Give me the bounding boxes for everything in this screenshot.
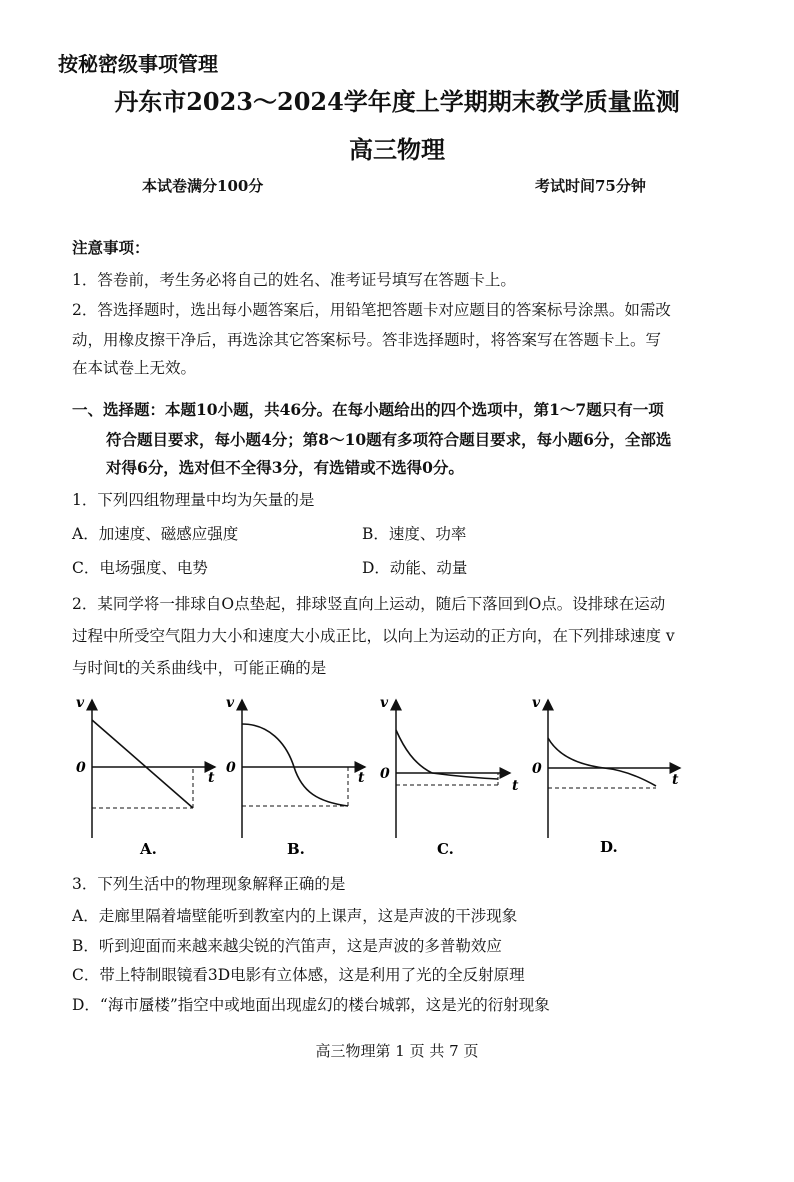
graph-d bbox=[532, 695, 680, 838]
graph-c-curve-up bbox=[396, 730, 432, 773]
graph-d-curve-down bbox=[604, 768, 656, 786]
notice-item-1: 1．答卷前，考生务必将自己的姓名、准考证号填写在答题卡上。 bbox=[72, 271, 516, 289]
subject-title: 高三物理 bbox=[349, 135, 445, 164]
graph-d-curve-up bbox=[548, 738, 604, 768]
q3-option-b: B．听到迎面而来越来越尖锐的汽笛声，这是声波的多普勒效应 bbox=[72, 937, 502, 955]
graph-c-caption: C. bbox=[437, 840, 454, 858]
graph-d-origin: 0 bbox=[532, 761, 542, 777]
page-footer: 高三物理第 1 页 共 7 页 bbox=[315, 1042, 479, 1060]
notice-title: 注意事项： bbox=[72, 238, 150, 257]
full-score: 本试卷满分100分 bbox=[142, 177, 264, 195]
q3-option-d: D．“海市蜃楼”指空中或地面出现虚幻的楼台城郭，这是光的衍射现象 bbox=[72, 996, 550, 1014]
q1-option-b: B．速度、功率 bbox=[362, 525, 467, 543]
graph-a-v-label: v bbox=[76, 695, 85, 711]
graph-c-curve-down bbox=[432, 773, 498, 779]
graph-b-caption: B. bbox=[287, 840, 305, 858]
q2-stem-line-2: 过程中所受空气阻力大小和速度大小成正比，以向上为运动的正方向，在下列排球速度 v bbox=[72, 627, 675, 645]
graph-b-v-label: v bbox=[226, 695, 235, 711]
graph-a-origin: 0 bbox=[76, 760, 86, 776]
notice-item-2-line-1: 2．答选择题时，选出每小题答案后，用铅笔把答题卡对应题目的答案标号涂黑。如需改 bbox=[72, 301, 671, 319]
graph-c-v-label: v bbox=[380, 695, 389, 711]
notice-item-2-line-2: 动，用橡皮擦干净后，再选涂其它答案标号。答非选择题时，将答案写在答题卡上。写 bbox=[72, 331, 662, 349]
q1-stem: 1．下列四组物理量中均为矢量的是 bbox=[72, 491, 315, 509]
graph-c-t-label: t bbox=[512, 778, 519, 794]
graph-a-curve bbox=[92, 720, 193, 808]
section-1-line-1: 一、选择题：本题10小题，共46分。在每小题给出的四个选项中，第1～7题只有一项 bbox=[72, 400, 664, 419]
q2-stem-line-1: 2．某同学将一排球自O点垫起，排球竖直向上运动，随后下落回到O点。设排球在运动 bbox=[72, 595, 666, 613]
q3-option-c: C．带上特制眼镜看3D电影有立体感，这是利用了光的全反射原理 bbox=[72, 966, 525, 984]
graph-a-caption: A. bbox=[140, 840, 157, 858]
exam-title: 丹东市2023～2024学年度上学期期末教学质量监测 bbox=[114, 87, 680, 116]
graph-d-t-label: t bbox=[672, 772, 679, 788]
section-1-line-2: 符合题目要求，每小题4分；第8～10题有多项符合题目要求，每小题6分，全部选 bbox=[106, 430, 672, 449]
graph-b bbox=[226, 695, 365, 838]
confidentiality-notice: 按秘密级事项管理 bbox=[58, 52, 218, 76]
graph-b-curve bbox=[242, 724, 348, 806]
exam-duration: 考试时间75分钟 bbox=[535, 177, 646, 195]
graph-a-t-label: t bbox=[208, 770, 215, 786]
q3-option-a: A．走廊里隔着墙壁能听到教室内的上课声，这是声波的干涉现象 bbox=[72, 907, 518, 925]
graph-a bbox=[76, 695, 215, 838]
q3-stem: 3．下列生活中的物理现象解释正确的是 bbox=[72, 875, 346, 893]
q1-option-d: D．动能、动量 bbox=[362, 559, 468, 577]
q1-option-c: C．电场强度、电势 bbox=[72, 559, 208, 577]
graph-c bbox=[380, 695, 519, 838]
q2-stem-line-3: 与时间t的关系曲线中，可能正确的是 bbox=[72, 659, 327, 677]
graph-c-origin: 0 bbox=[380, 766, 390, 782]
notice-item-2-line-3: 在本试卷上无效。 bbox=[72, 359, 197, 377]
graph-d-v-label: v bbox=[532, 695, 541, 711]
graph-d-caption: D. bbox=[600, 838, 618, 856]
q1-option-a: A．加速度、磁感应强度 bbox=[72, 525, 239, 543]
section-1-line-3: 对得6分，选对但不全得3分，有选错或不选得0分。 bbox=[106, 458, 464, 477]
graph-b-t-label: t bbox=[358, 770, 365, 786]
graph-b-origin: 0 bbox=[226, 760, 236, 776]
